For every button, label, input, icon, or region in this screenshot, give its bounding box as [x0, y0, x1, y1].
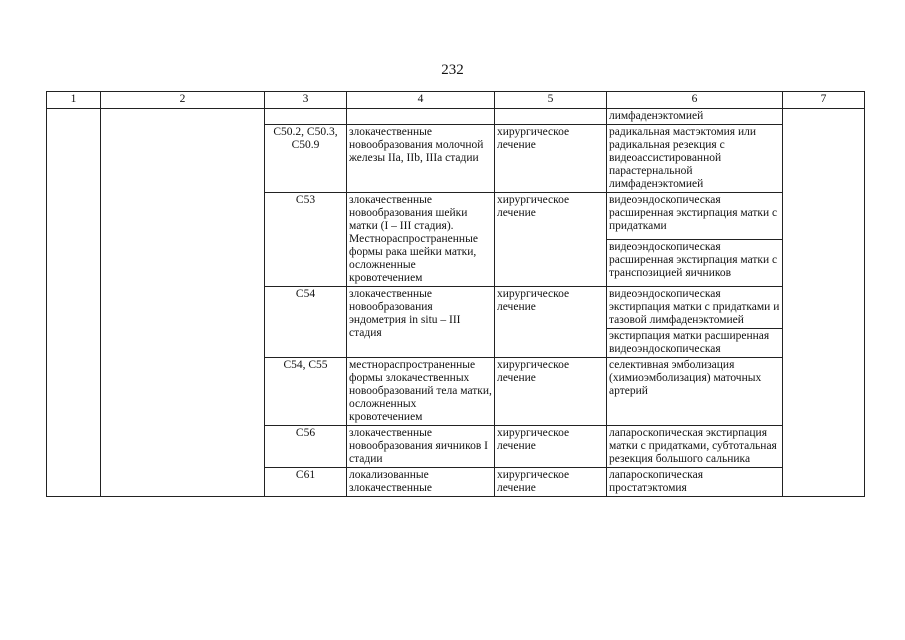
header-col-7: 7 — [783, 92, 865, 109]
treatment-cell: хирургическое лечение — [495, 358, 607, 426]
method-cell: видеоэндоскопическая расширенная экстирпация матки с придатками — [607, 193, 783, 240]
treatment-cell: хирургическое лечение — [495, 193, 607, 287]
code-cell — [265, 109, 347, 125]
col-1-cell — [47, 109, 101, 497]
header-col-6: 6 — [607, 92, 783, 109]
method-cell: экстирпация матки расширенная видеоэндоскопическая — [607, 329, 783, 358]
header-col-1: 1 — [47, 92, 101, 109]
treatment-cell: хирургическое лечение — [495, 125, 607, 193]
diagnosis-cell: злокачественные новообразования молочной железы IIa, IIb, IIIa стадии — [347, 125, 495, 193]
treatment-cell: хирургическое лечение — [495, 287, 607, 358]
table-row — [47, 109, 865, 125]
header-col-5: 5 — [495, 92, 607, 109]
code-cell: C50.2, C50.3, C50.9 — [265, 125, 347, 193]
method-cell: радикальная мастэктомия или радикальная резекция с видеоассистированной парастернальной лимфаденэктомией — [607, 125, 783, 193]
method-cell: видеоэндоскопическая экстирпация матки с придатками и тазовой лимфаденэктомией — [607, 287, 783, 329]
col-2-cell — [101, 109, 265, 497]
page-number: 232 — [441, 62, 464, 78]
header-col-3: 3 — [265, 92, 347, 109]
method-cell: видеоэндоскопическая расширенная экстирпация матки с транспозицией яичников — [607, 240, 783, 287]
header-col-2: 2 — [101, 92, 265, 109]
diagnosis-cell: злокачественные новообразования яичников I стадии — [347, 426, 495, 468]
col-7-cell — [783, 109, 865, 497]
diagnosis-cell — [347, 109, 495, 125]
procedures-table — [46, 91, 865, 497]
method-cell: лимфаденэктомией — [607, 109, 783, 125]
diagnosis-cell: злокачественные новообразования шейки матки (I – III стадия). Местнораспространенные формы рака шейки матки, осложненные кровотечением — [347, 193, 495, 287]
header-row — [47, 92, 865, 109]
code-cell: C61 — [265, 468, 347, 497]
treatment-cell: хирургическое лечение — [495, 426, 607, 468]
method-cell: лапароскопическая простатэктомия — [607, 468, 783, 497]
code-cell: C54, C55 — [265, 358, 347, 426]
method-cell: селективная эмболизация (химиоэмболизация) маточных артерий — [607, 358, 783, 426]
code-cell: C54 — [265, 287, 347, 358]
diagnosis-cell: злокачественные новообразования эндометрия in situ – III стадия — [347, 287, 495, 358]
header-col-4: 4 — [347, 92, 495, 109]
method-cell: лапароскопическая экстирпация матки с придатками, субтотальная резекция большого сальника — [607, 426, 783, 468]
treatment-cell: хирургическое лечение — [495, 468, 607, 497]
diagnosis-cell: локализованные злокачественные — [347, 468, 495, 497]
diagnosis-cell: местнораспространенные формы злокачественных новообразований тела матки, осложненных кровотечением — [347, 358, 495, 426]
code-cell: C53 — [265, 193, 347, 287]
code-cell: C56 — [265, 426, 347, 468]
treatment-cell — [495, 109, 607, 125]
